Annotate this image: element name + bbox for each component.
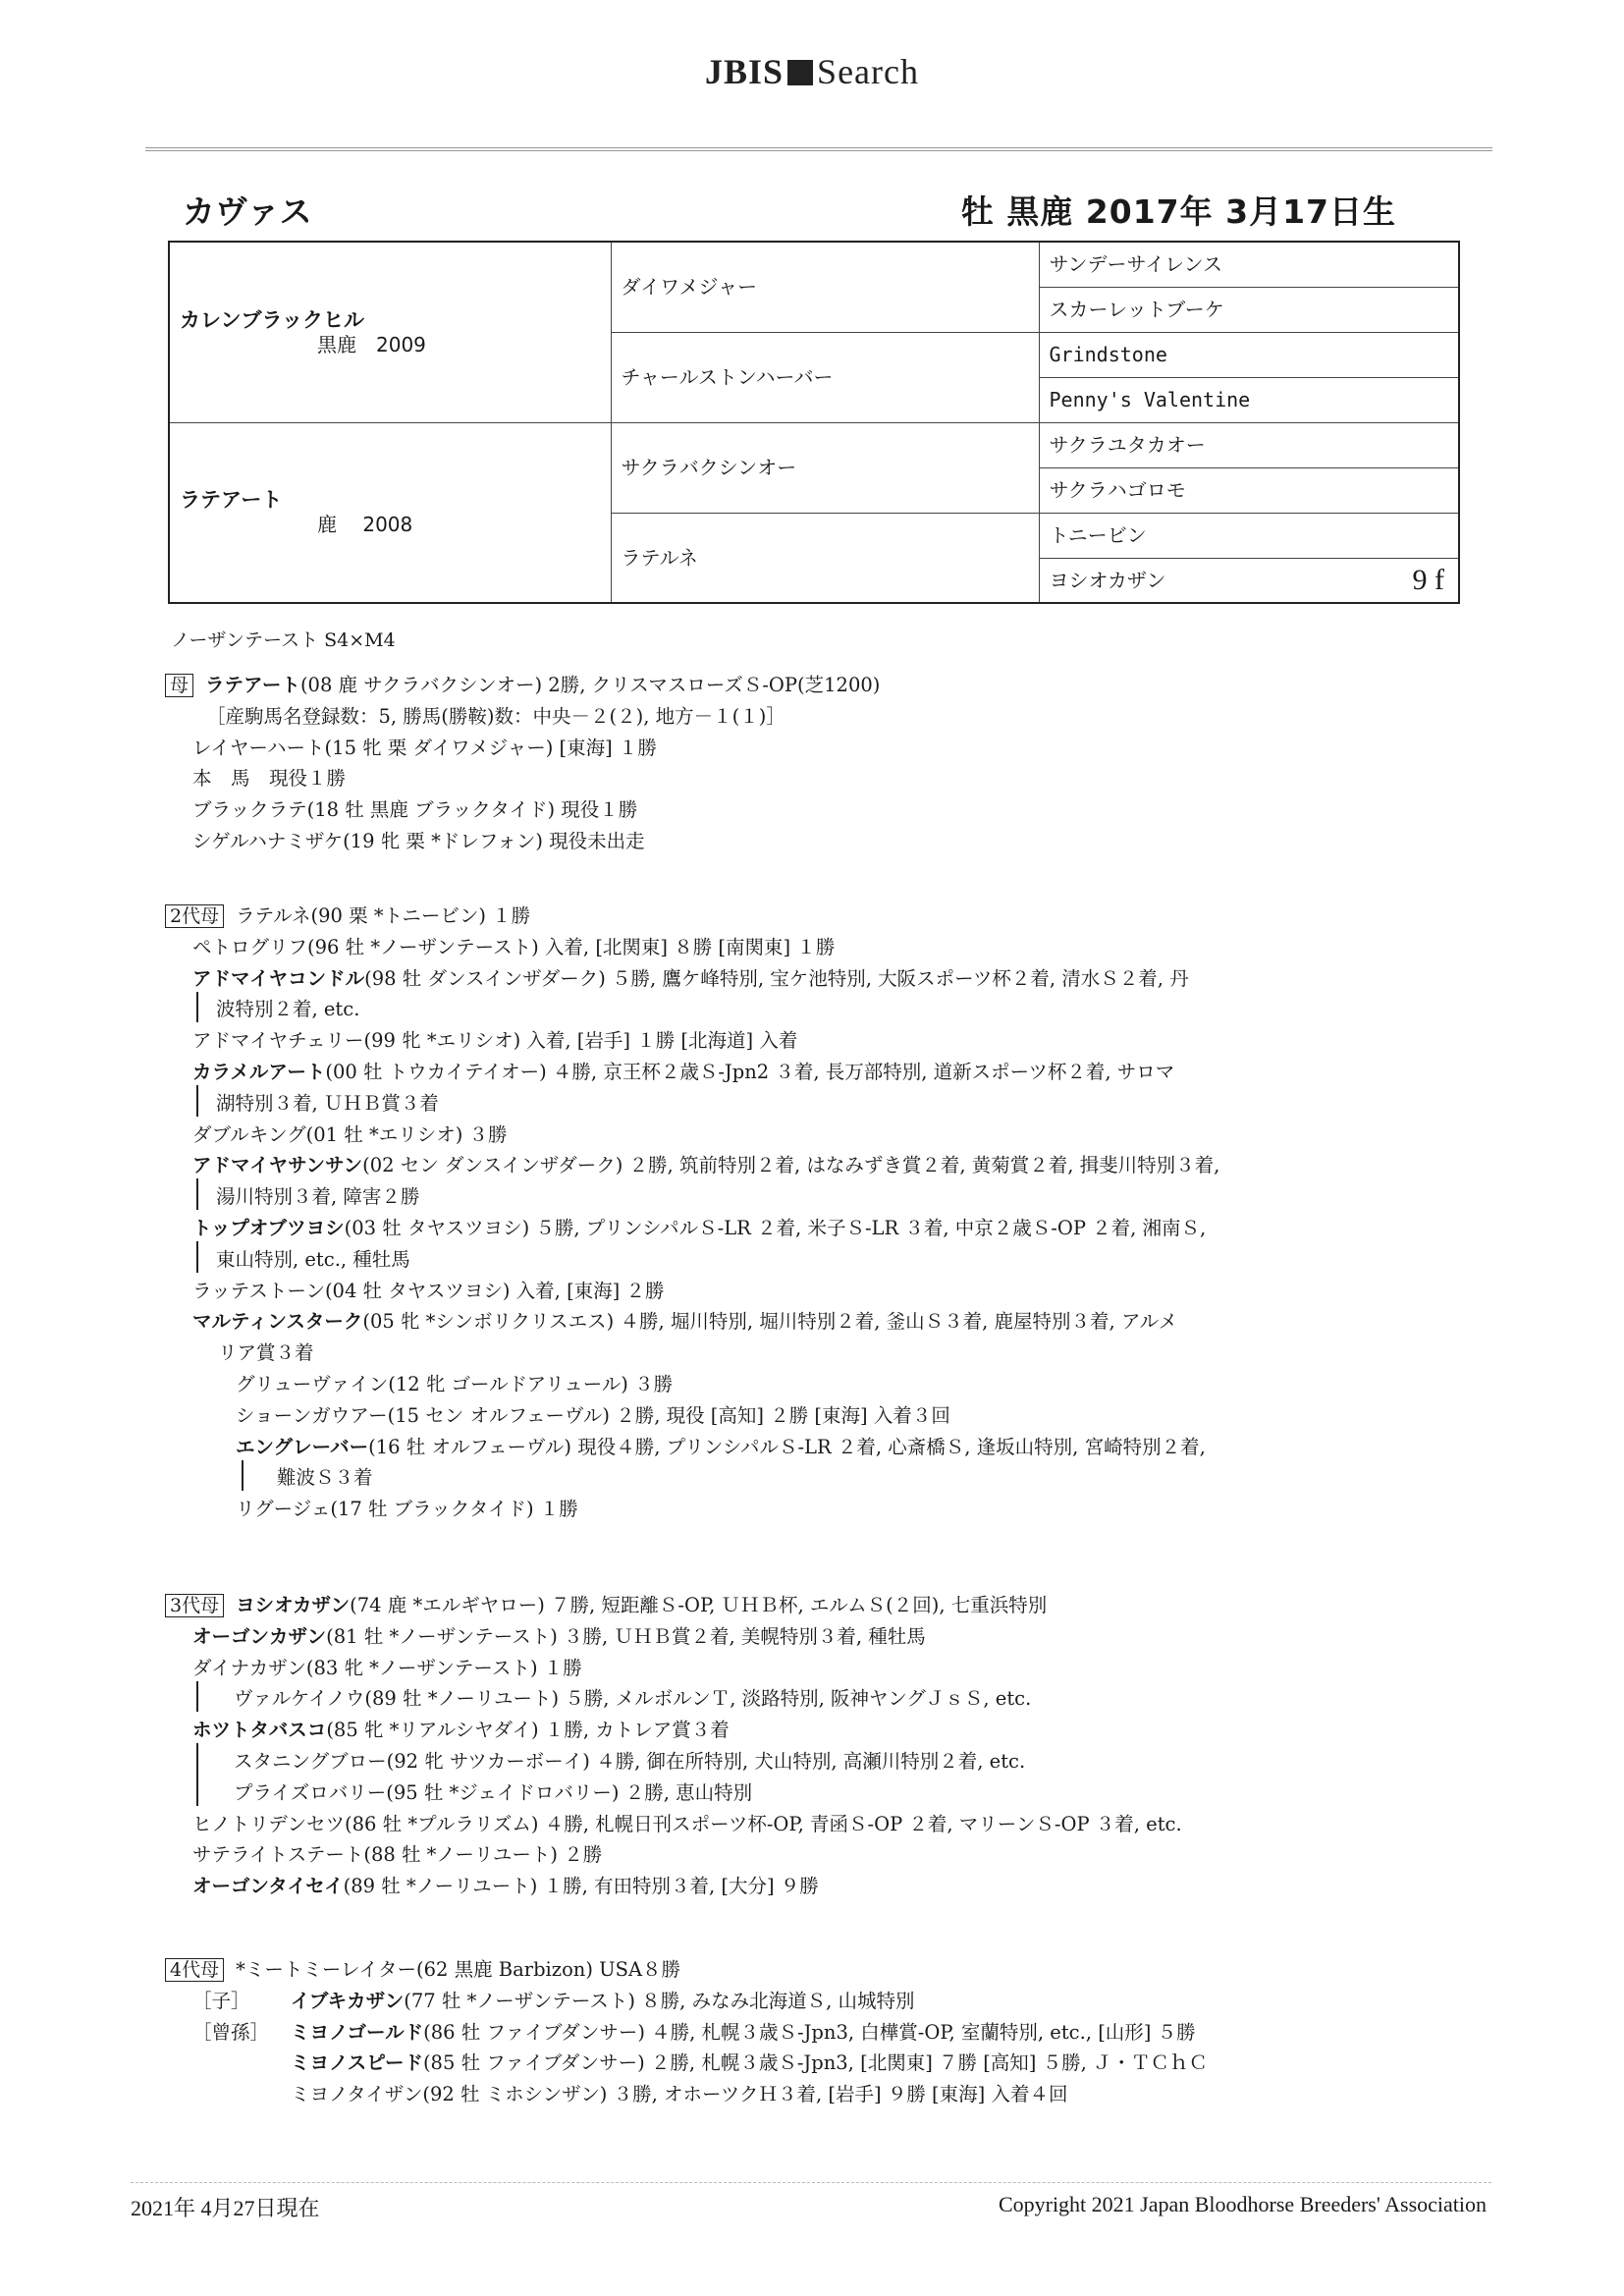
pedigree-g3-cell: サンデーサイレンス [1039,242,1459,287]
line-text: ラッテストーン(04 牡 タヤスツヨシ) 入着, [東海] ２勝 [192,1279,665,1302]
notable-horse-name: アドマイヤコンドル [192,966,365,990]
family-line [216,1184,419,1210]
family-line [236,1403,950,1429]
logo-horse-icon [787,60,813,85]
family-line [192,1812,1182,1837]
line-text: シゲルハナミザケ(19 牝 栗 *ドレフォン) 現役未出走 [192,830,645,852]
pedigree-g3-cell: スカーレットブーケ [1039,287,1459,332]
line-text: (08 鹿 サクラバクシンオー) 2勝, クリスマスローズＳ-OP(芝1200) [299,674,881,696]
family-line [234,1686,1031,1712]
family-line [192,1028,797,1054]
footer-divider [131,2182,1491,2185]
line-text: レイヤーハート(15 牝 栗 ダイワメジャー) [東海] １勝 [192,736,657,759]
family-line [277,1465,373,1491]
section-tag: 2代母 [165,904,224,928]
footer-copyright: Copyright 2021 Japan Bloodhorse Breeders' Association [998,2192,1487,2216]
line-text: 難波Ｓ３着 [277,1466,373,1490]
notable-horse-name: アドマイヤサンサン [192,1154,363,1177]
family-line [192,1718,730,1743]
pedigree-g2-cell: サクラバクシンオー [611,422,1039,513]
line-text: グリューヴァイン(12 牝 ゴールドアリュール) ３勝 [236,1373,674,1395]
pedigree-g3-cell: Penny's Valentine [1039,377,1459,422]
line-text: ペトログリフ(96 牡 *ノーザンテースト) 入着, [北関東] ８勝 [南関東] １勝 [192,935,836,958]
logo-search-text: Search [817,52,919,91]
line-text: ダブルキング(01 牡 *エリシオ) ３勝 [192,1122,508,1146]
footer-date: 2021年 4月27日現在 [131,2196,320,2220]
family-line [165,673,880,698]
lineage-bar [196,992,198,1023]
horse-name: カヴァス [183,192,312,231]
pedigree-g3-name: ヨシオカザン [1049,568,1166,592]
pedigree-g3-cell-last [1039,558,1459,603]
pedigree-g2-cell: チャールストンハーバー [611,332,1039,422]
family-line [192,1874,819,1899]
line-text: *ミートミーレイター(62 黒鹿 Barbizon) USA８勝 [236,1958,681,1981]
line-text: (86 牡 ファイブダンサー) ４勝, 札幌３歳Ｓ-Jpn3, 白樺賞-OP, 室蘭特別, etc., [山形] ５勝 [423,2020,1196,2044]
notable-horse-name: エングレーバー [236,1435,369,1458]
line-text: ［産駒馬名登録数：5, 勝馬(勝鞍)数：中央－２(２), 地方－１(１)］ [206,704,785,728]
family-line [218,1340,314,1366]
line-text: 本 馬 現役１勝 [192,767,347,791]
family-line [234,1749,1025,1775]
lineage-bar [196,1681,198,1713]
notable-horse-name: ラテアート [205,674,300,696]
family-line [192,1656,582,1681]
family-line [192,766,346,792]
line-text: ダイナカザン(83 牝 *ノーザンテースト) １勝 [192,1656,582,1679]
pedigree-g2-cell: ラテルネ [611,513,1039,603]
line-text: リグージェ(17 牡 ブラックタイド) １勝 [236,1498,578,1521]
lineage-bar [196,1178,198,1210]
notable-horse-name: イブキカザン [291,1989,405,2012]
family-line [216,1091,439,1117]
family-line [192,935,835,960]
notable-horse-name: オーゴンタイセイ [192,1875,344,1898]
section-tag: 4代母 [165,1958,224,1982]
line-text: (02 セン ダンスインザダーク) ２勝, 筑前特別２着, はなみずき賞２着, 黄菊賞２着, 揖斐川特別３着, [362,1154,1220,1177]
sire-name: カレンブラックヒル [180,307,365,332]
family-line [192,1122,508,1148]
family-line [192,1309,1177,1335]
line-text: ショーンガウアー(15 セン オルフェーヴル) ２勝, 現役 [高知] ２勝 [東海] 入着３回 [236,1403,950,1427]
line-text: スタニングブロー(92 牝 サツカーボーイ) ４勝, 御在所特別, 犬山特別, 高瀬川特別２着, etc. [234,1750,1026,1773]
family-line [216,997,359,1022]
inbreeding-note: ノーザンテースト S4×M4 [171,629,396,651]
notable-horse-name: ミヨノゴールド [291,2020,424,2044]
line-text: ヒノトリデンセツ(86 牡 *プルラリズム) ４勝, 札幌日刊スポーツ杯-OP, 青函Ｓ-OP ２着, マリーンＳ-OP ３着, etc. [192,1812,1182,1835]
relation-label: ［曾孫］ [192,2020,270,2044]
notable-horse-name: カラメルアート [192,1061,326,1083]
line-text: ラテルネ(90 栗 *トニービン) １勝 [236,904,531,927]
line-text: (89 牡 *ノーリユート) １勝, 有田特別３着, [大分] ９勝 [343,1875,819,1898]
dam-detail: 鹿 2008 [317,513,413,537]
family-line [206,704,785,730]
horse-info: 牡 黒鹿 2017年 3月17日生 [960,192,1396,231]
family-line [192,1153,1219,1178]
pedigree-g3-cell: サクラユタカオー [1039,422,1459,467]
pedigree-g3-cell: Grindstone [1039,332,1459,377]
dam-name: ラテアート [180,488,283,513]
sire-detail: 黒鹿 2009 [317,332,426,356]
line-text: 湖特別３着, ＵＨＢ賞３着 [216,1091,439,1115]
notable-horse-name: ホツトタバスコ [192,1719,327,1742]
family-line [192,966,1189,992]
pedigree-table [168,241,1460,604]
line-text: プライズロバリー(95 牡 *ジェイドロバリー) ２勝, 恵山特別 [234,1780,753,1804]
line-text: (81 牡 *ノーザンテースト) ３勝, ＵＨＢ賞２着, 美幌特別３着, 種牡馬 [326,1624,926,1648]
line-text: (05 牝 *シンボリクリスエス) ４勝, 堀川特別, 堀川特別２着, 釜山Ｓ３着, 鹿屋特別３着, アルメ [362,1310,1178,1334]
family-line [192,1216,1206,1241]
relation-label: ［子］ [192,1989,250,2012]
pedigree-g2-cell: ダイワメジャー [611,242,1039,332]
family-line [192,2020,1196,2046]
line-text: (98 牡 ダンスインザダーク) ５勝, 鷹ケ峰特別, 宝ケ池特別, 大阪スポーツ杯２着, 清水Ｓ２着, 丹 [364,966,1189,990]
family-line [192,1624,926,1650]
line-text: 波特別２着, etc. [216,998,360,1021]
line-text: (16 牡 オルフェーヴル) 現役４勝, プリンシパルＳ-LR ２着, 心斎橋Ｓ, 逢坂山特別, 宮崎特別２着, [368,1435,1206,1458]
line-text: ブラックラテ(18 牡 黒鹿 ブラックタイド) 現役１勝 [192,798,638,822]
family-line [192,1842,602,1868]
pedigree-sire-cell [169,242,611,422]
line-text: 湯川特別３着, 障害２勝 [216,1185,420,1209]
family-line [234,1780,752,1806]
family-line [192,1989,914,2014]
jbis-search-logo [0,51,1624,92]
lineage-bar [242,1460,244,1492]
pedigree-dam-cell [169,422,611,603]
notable-horse-name: オーゴンカザン [192,1624,327,1648]
line-text: (74 鹿 *エルギヤロー) ７勝, 短距離Ｓ-OP, ＵＨＢ杯, エルムＳ(２回), 七重浜特別 [350,1594,1048,1616]
line-text: (00 牡 トウカイテイオー) ４勝, 京王杯２歳Ｓ-Jpn2 ３着, 長万部特別, 道新スポーツ杯２着, サロマ [325,1061,1175,1083]
family-line [192,2050,1208,2076]
line-text: 東山特別, etc., 種牡馬 [216,1247,410,1271]
pedigree-g3-cell: サクラハゴロモ [1039,467,1459,513]
family-line [165,1957,680,1983]
pedigree-f-note: 9 f [1412,563,1444,596]
family-line [192,829,645,854]
notable-horse-name: ミヨノスピード [291,2051,423,2075]
lineage-bar [196,1085,198,1117]
line-text: (03 牡 タヤスツヨシ) ５勝, プリンシパルＳ-LR ２着, 米子Ｓ-LR ３着, 中京２歳Ｓ-OP ２着, 湘南Ｓ, [344,1217,1207,1239]
pedigree-g3-cell: トニービン [1039,513,1459,558]
notable-horse-name: マルティンスターク [192,1310,363,1334]
logo-jbis-text: JBIS [705,52,785,91]
family-line [236,1372,673,1397]
line-text: サテライトステート(88 牡 *ノーリユート) ２勝 [192,1843,603,1867]
section-tag: 3代母 [165,1594,224,1617]
header-divider [145,147,1492,151]
line-text: アドマイヤチェリー(99 牝 *エリシオ) 入着, [岩手] １勝 [北海道] 入着 [192,1029,798,1053]
family-line [236,1435,1206,1460]
family-line [216,1247,410,1273]
family-line [165,1593,1047,1618]
family-line [192,1060,1174,1085]
family-line [165,903,530,929]
section-tag: 母 [165,674,193,697]
line-text: ミヨノタイザン(92 牡 ミホシンザン) ３勝, オホーツクＨ３着, [岩手] ９勝 [東海] 入着４回 [291,2083,1068,2106]
family-line [236,1497,578,1522]
line-text: (77 牡 *ノーザンテースト) ８勝, みなみ北海道Ｓ, 山城特別 [404,1989,915,2012]
notable-horse-name: ヨシオカザン [236,1594,351,1616]
family-line [192,797,637,823]
line-text: (85 牡 ファイブダンサー) ２勝, 札幌３歳Ｓ-Jpn3, [北関東] ７勝 [高知] ５勝, Ｊ・ＴＣｈＣ [422,2051,1209,2075]
family-line [192,736,657,761]
line-text: リア賞３着 [218,1341,314,1365]
lineage-bar [196,1241,198,1273]
family-line [192,1279,665,1304]
notable-horse-name: トップオブツヨシ [192,1217,345,1239]
line-text: ヴァルケイノウ(89 牡 *ノーリユート) ５勝, メルボルンＴ, 淡路特別, 阪神ヤングＪｓＳ, etc. [234,1687,1032,1711]
lineage-bar [196,1743,198,1806]
line-text: (85 牝 *リアルシヤダイ) １勝, カトレア賞３着 [326,1719,730,1742]
family-line [192,2082,1067,2107]
